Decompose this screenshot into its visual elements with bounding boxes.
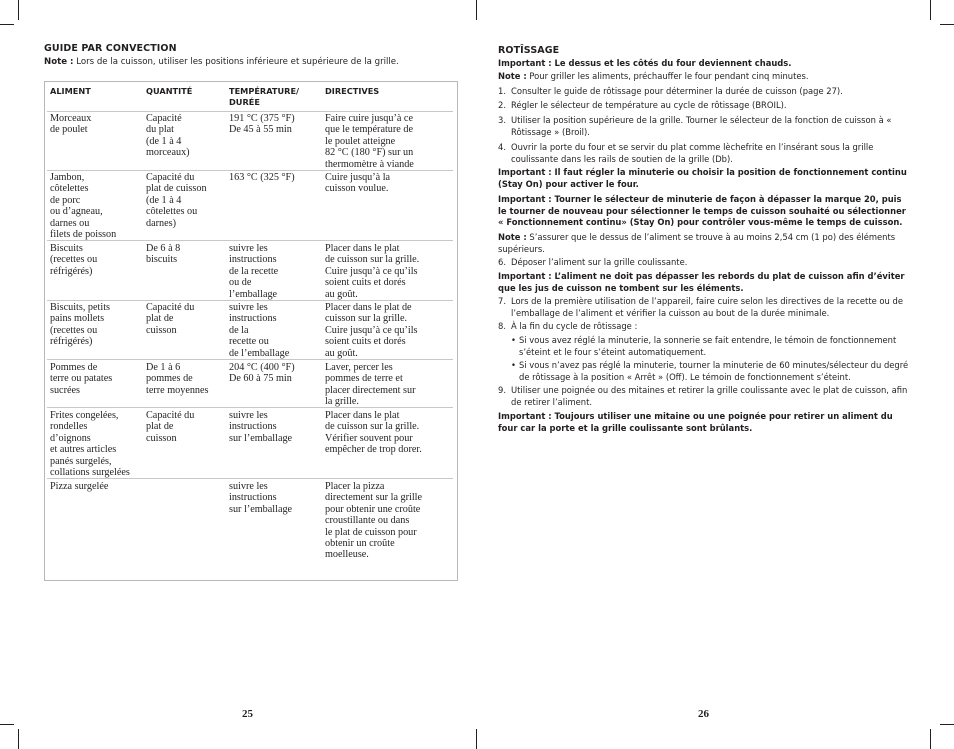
table-cell: Laver, percer les pommes de terre et placer directement sur la grille. (325, 362, 416, 408)
table-cell: Placer la pizza directement sur la grille pour obtenir une croûte croustillante ou dans le plat de cuisson pour obtenir un croûte moelleuse. (325, 481, 423, 561)
table-cell: suivre les instructions de la recette ou de l’emballage (229, 302, 290, 359)
step-number: 7. (498, 296, 506, 306)
crop-mark (930, 0, 931, 20)
crop-mark (940, 724, 954, 725)
row-divider (47, 478, 453, 479)
crop-mark (18, 0, 19, 20)
step-item (498, 100, 910, 112)
step-number: 9. (498, 385, 506, 395)
important-note: Important : Tourner le sélecteur de minuterie de façon à dépasser la marque 20, puis le tourner de nouveau pour sélectionner le temps de cuisson souhaité ou sélectionner « Fonctionnement continu» (Stay On) pour contrôler vous-même le temps de cuisson. (498, 194, 906, 228)
note-text: Pour griller les aliments, préchauffer le four pendant cinq minutes. (526, 71, 809, 81)
table-cell: suivre les instructions sur l’emballage (229, 481, 293, 515)
step-item (498, 321, 910, 333)
table-cell: Pommes de terre ou patates sucrées (50, 362, 113, 396)
table-cell: 204 °C (400 °F) De 60 à 75 min (229, 362, 295, 385)
crop-mark (930, 729, 931, 749)
row-divider (47, 240, 453, 241)
crop-mark (18, 729, 19, 749)
note (498, 71, 910, 83)
step-item (498, 86, 910, 98)
important-note: Important : Il faut régler la minuterie ou choisir la position de fonctionnement continu (Stay On) pour activer le four. (498, 167, 907, 189)
note (44, 57, 399, 67)
step-text: Consulter le guide de rôtissage pour déterminer la durée de cuisson (page 27). (511, 86, 843, 96)
step-text: Régler le sélecteur de température au cycle de rôtissage (BROIL). (511, 100, 787, 110)
table-cell: De 1 à 6 pommes de terre moyennes (146, 362, 209, 396)
step-text: Lors de la première utilisation de l’appareil, faire cuire selon les directives de la recette ou de l’emballage de l’aliment et vérifier la cuisson au bout de la durée minimale. (511, 296, 903, 318)
bullet-icon: • (511, 335, 516, 345)
step-text: Déposer l’aliment sur la grille coulissante. (511, 257, 688, 267)
step-text: Utiliser une poignée ou des mitaines et retirer la grille coulissante avec le plat de cuisson, afin de retirer l’aliment. (511, 385, 908, 407)
step-text: Utiliser la position supérieure de la grille. Tourner le sélecteur de la fonction de cuisson à « Rôtissage » (Broil). (511, 115, 892, 137)
row-divider (47, 170, 453, 171)
table-cell: Capacité du plat (de 1 à 4 morceaux) (146, 113, 190, 159)
bullet-text: Si vous n’avez pas réglé la minuterie, tourner la minuterie de 60 minutes/sélecteur du degré de rôtissage à la position « Arrêt » (Off). Le témoin de fonctionnement s’éteint. (519, 360, 909, 382)
table-cell: 163 °C (325 °F) (229, 172, 295, 183)
step-number: 4. (498, 142, 506, 152)
step-number: 3. (498, 115, 506, 125)
convection-table (44, 81, 458, 581)
note-label: Note : (44, 57, 74, 67)
header-quantite: QUANTITÉ (146, 86, 193, 96)
table-cell: Biscuits, petits pains mollets (recettes ou réfrigérés) (50, 302, 110, 348)
table-cell: Biscuits (recettes ou réfrigérés) (50, 243, 98, 277)
table-cell: Capacité du plat de cuisson (de 1 à 4 côtelettes ou darnes) (146, 172, 207, 229)
header-directives: DIRECTIVES (325, 86, 380, 96)
step-item (498, 142, 910, 166)
important-note: Important : Toujours utiliser une mitaine ou une poignée pour retirer un aliment du four car la porte et la grille coulissante sont brûlants. (498, 411, 893, 433)
table-cell: Jambon, côtelettes de porc ou d’agneau, darnes ou filets de poisson (50, 172, 117, 241)
table-cell: Placer dans le plat de cuisson sur la grille. Cuire jusqu’à ce qu’ils soient cuits et dorés au goût. (325, 243, 420, 300)
row-divider (47, 300, 453, 301)
step-item (498, 385, 910, 409)
step-item (498, 296, 910, 320)
note-text: S’assurer que le dessus de l’aliment se trouve à au moins 2,54 cm (1 po) des éléments supérieurs. (498, 232, 896, 254)
section-title: ROTÎSSAGE (498, 45, 560, 56)
page-number: 25 (242, 708, 253, 720)
table-cell: suivre les instructions sur l’emballage (229, 410, 293, 444)
table-cell: Pizza surgelée (50, 481, 109, 492)
important-note: Important : Le dessus et les côtés du four deviennent chauds. (498, 58, 792, 68)
bullet-item (511, 335, 909, 359)
crop-mark (940, 24, 954, 25)
step-number: 8. (498, 321, 506, 331)
row-divider (47, 111, 453, 112)
table-cell: Placer dans le plat de cuisson sur la grille. Cuire jusqu’à ce qu’ils soient cuits et dorés au goût. (325, 302, 418, 359)
step-text: Ouvrir la porte du four et se servir du plat comme lèchefrite en l’insérant sous la grille coulissante dans les rails de soutien de la grille (Db). (511, 142, 874, 164)
table-cell: Faire cuire jusqu’à ce que le température de le poulet atteigne 82 °C (180 °F) sur un thermomètre à viande (325, 113, 414, 170)
table-cell: suivre les instructions de la recette ou de l’emballage (229, 243, 279, 300)
step-item (498, 115, 910, 139)
step-number: 6. (498, 257, 506, 267)
table-cell: Frites congelées, rondelles d’oignons et autres articles panés surgelés, collations surgelées (50, 410, 130, 479)
table-cell: Capacité du plat de cuisson (146, 410, 195, 444)
page-number: 26 (698, 708, 709, 720)
bullet-text: Si vous avez réglé la minuterie, la sonnerie se fait entendre, le témoin de fonctionnement s’éteint et le four s’éteint automatiquement. (519, 335, 897, 357)
important-note: Important : L’aliment ne doit pas dépasser les rebords du plat de cuisson afin d’éviter que les jus de cuisson ne tombent sur les éléments. (498, 271, 905, 293)
crop-mark (476, 0, 477, 20)
row-divider (47, 359, 453, 360)
table-cell: Morceaux de poulet (50, 113, 92, 136)
table-cell: Cuire jusqu’à la cuisson voulue. (325, 172, 391, 195)
note-text: Lors de la cuisson, utiliser les positions inférieure et supérieure de la grille. (73, 57, 399, 67)
note-label: Note : (498, 232, 527, 242)
note (498, 232, 910, 255)
step-number: 2. (498, 100, 506, 110)
crop-mark (0, 724, 14, 725)
step-item (498, 257, 910, 269)
table-cell: 191 °C (375 °F) De 45 à 55 min (229, 113, 295, 136)
bullet-item (511, 360, 909, 384)
bullet-icon: • (511, 360, 516, 370)
header-aliment: ALIMENT (50, 86, 91, 96)
section-title: GUIDE PAR CONVECTION (44, 43, 177, 54)
row-divider (47, 407, 453, 408)
table-cell: De 6 à 8 biscuits (146, 243, 181, 266)
table-cell: Capacité du plat de cuisson (146, 302, 195, 336)
step-number: 1. (498, 86, 506, 96)
step-text: À la fin du cycle de rôtissage : (511, 321, 638, 331)
crop-mark (0, 24, 14, 25)
table-cell: Placer dans le plat de cuisson sur la grille. Vérifier souvent pour empêcher de trop dorer. (325, 410, 422, 456)
header-temperature: TEMPÉRATURE/ DURÉE (229, 86, 300, 107)
crop-mark (476, 729, 477, 749)
note-label: Note : (498, 71, 527, 81)
